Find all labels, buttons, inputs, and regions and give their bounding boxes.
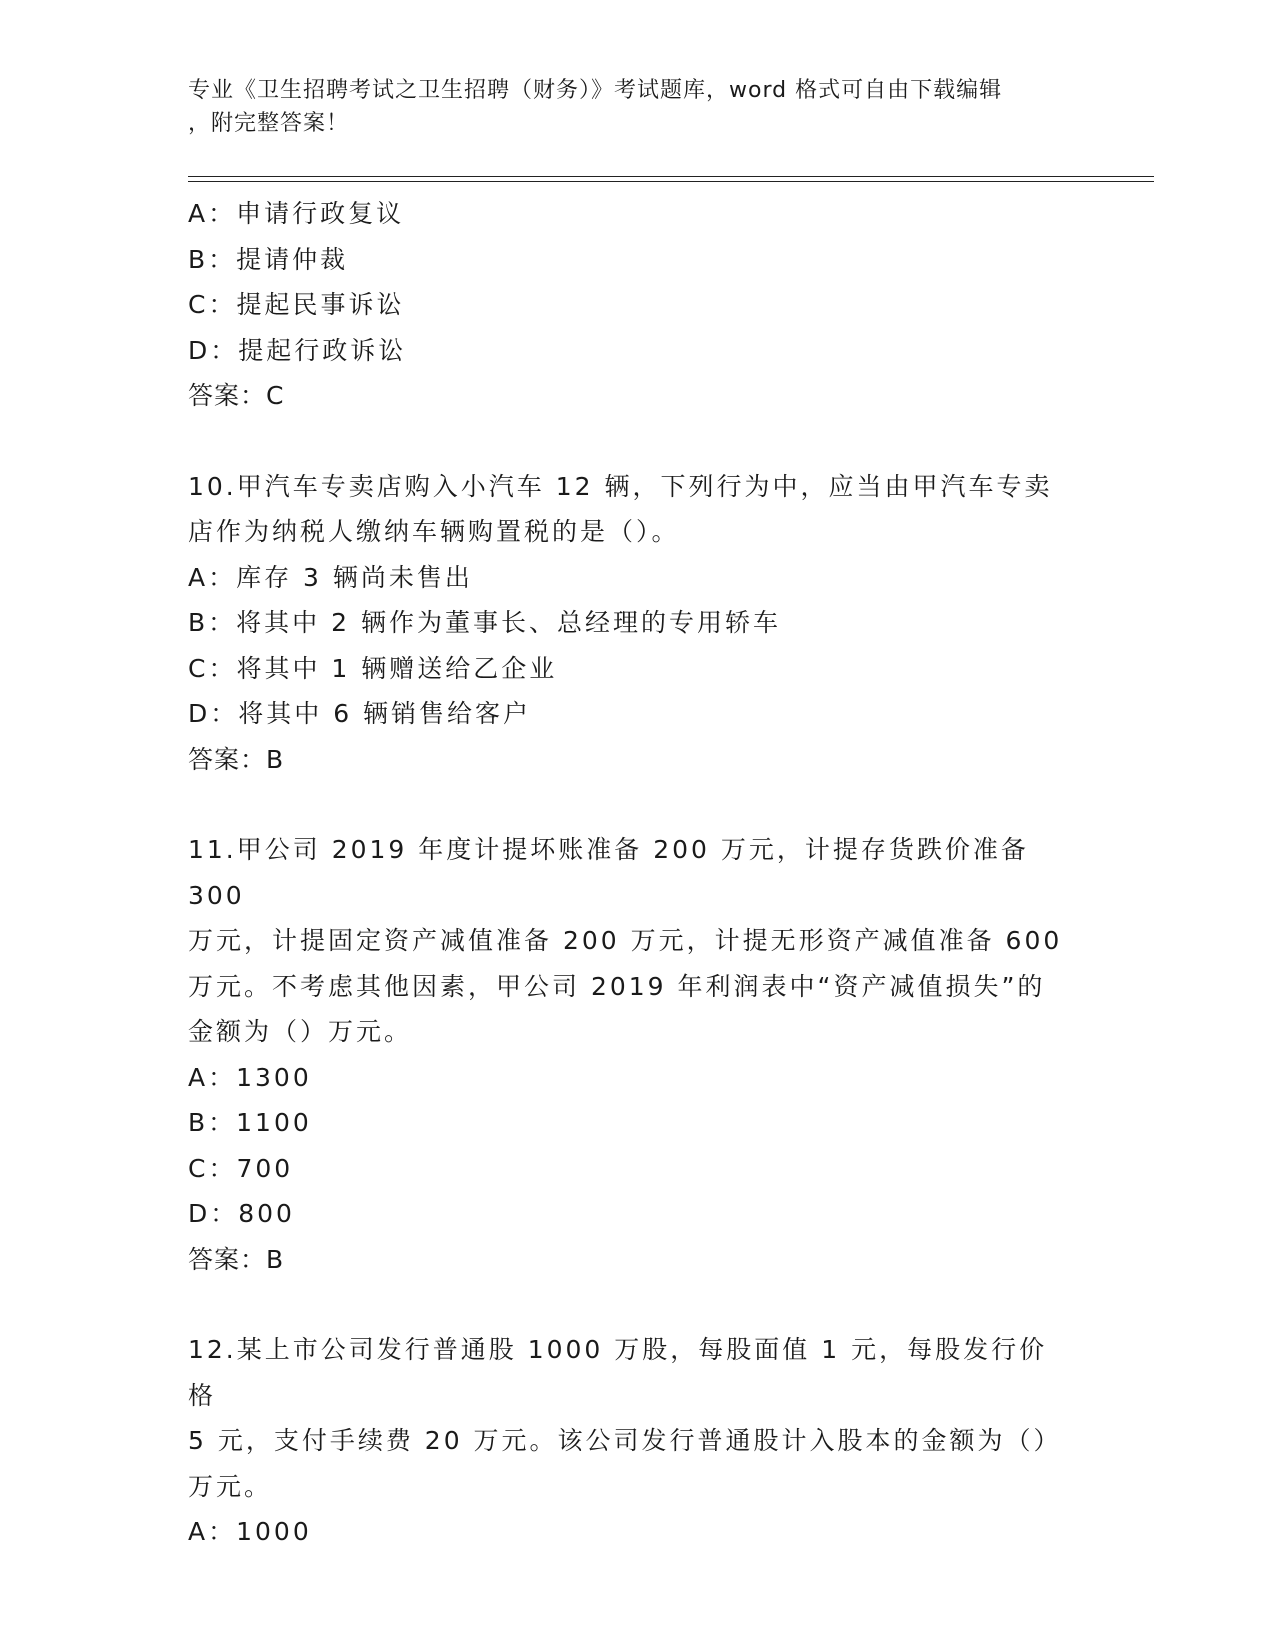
option-a: A：1000	[188, 1517, 312, 1546]
question-text-line: 万元。	[188, 1471, 273, 1501]
question-block-12	[188, 1327, 1068, 1555]
question-text-line: 5 元，支付手续费 20 万元。该公司发行普通股计入股本的金额为（）	[188, 1426, 1062, 1455]
question-text-line: 金额为（）万元。	[188, 1017, 413, 1046]
answer-line: 答案：B	[188, 1244, 285, 1274]
answer-line: 答案：C	[188, 381, 285, 410]
option-c: C：将其中 1 辆赠送给乙企业	[188, 653, 558, 683]
question-text-line: 11.甲公司 2019 年度计提坏账准备 200 万元，计提存货跌价准备 300	[188, 835, 1029, 910]
option-d: D：提起行政诉讼	[188, 335, 407, 365]
question-block-11	[188, 827, 1068, 1282]
question-block-10	[188, 464, 1068, 783]
answer-line: 答案：B	[188, 744, 285, 774]
option-a: A：申请行政复议	[188, 199, 405, 228]
question-text-line: 10.甲汽车专卖店购入小汽车 12 辆，下列行为中，应当由甲汽车专卖	[188, 471, 1053, 501]
option-a: A：1300	[188, 1062, 312, 1092]
question-text-line: 店作为纳税人缴纳车辆购置税的是（）。	[188, 517, 680, 546]
option-a: A：库存 3 辆尚未售出	[188, 562, 473, 592]
question-text-line: 12.某上市公司发行普通股 1000 万股，每股面值 1 元，每股发行价格	[188, 1335, 1048, 1410]
option-b: B：将其中 2 辆作为董事长、总经理的专用轿车	[188, 608, 781, 637]
option-d: D：800	[188, 1199, 295, 1228]
question-block-prev	[188, 191, 1068, 419]
option-c: C：提起民事诉讼	[188, 290, 405, 319]
header-divider-top	[188, 176, 1154, 177]
option-b: B：1100	[188, 1108, 312, 1137]
question-text-line: 万元。不考虑其他因素，甲公司 2019 年利润表中“资产减值损失”的	[188, 971, 1046, 1001]
option-c: C：700	[188, 1153, 294, 1183]
question-list	[188, 191, 1068, 1555]
question-text-line: 万元，计提固定资产减值准备 200 万元，计提无形资产减值准备 600	[188, 926, 1063, 955]
option-d: D：将其中 6 辆销售给客户	[188, 699, 532, 728]
document-header: 专业《卫生招聘考试之卫生招聘（财务）》考试题库，word 格式可自由下载编辑 ，附完整答案！	[188, 78, 1003, 136]
header-divider-bottom	[188, 181, 1154, 182]
option-b: B：提请仲裁	[188, 244, 349, 274]
